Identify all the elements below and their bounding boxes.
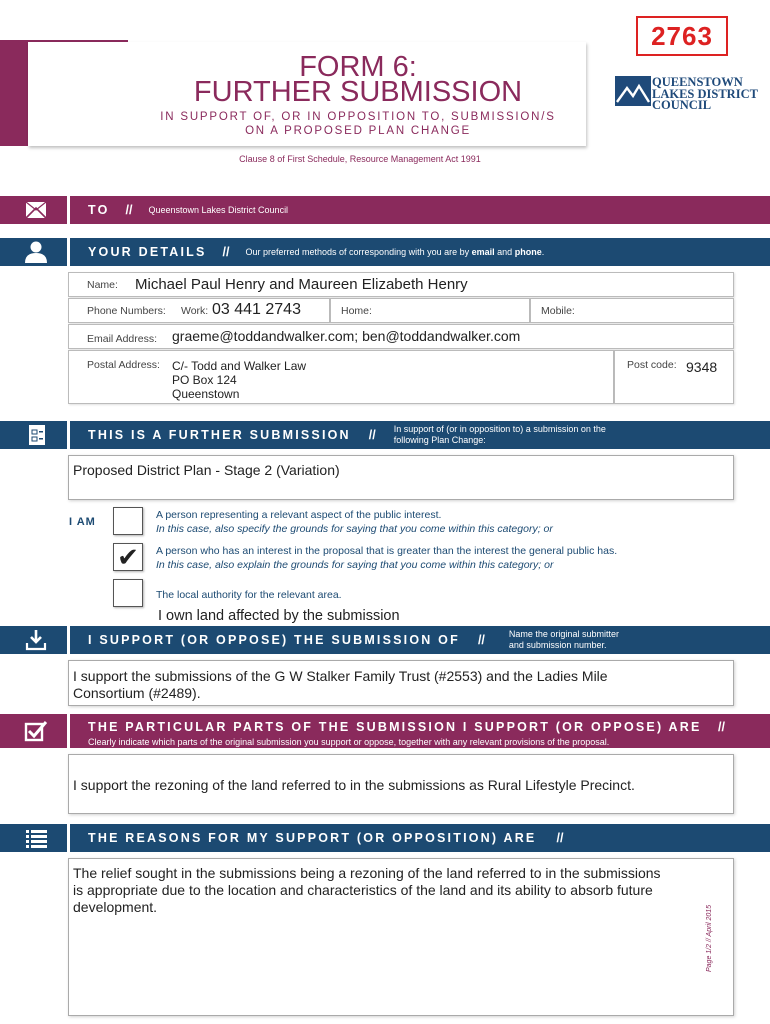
reasons-bar (70, 824, 770, 852)
form-subtitle-line1: IN SUPPORT OF, OR IN OPPOSITION TO, SUBMISSION/S (160, 111, 556, 123)
support-field[interactable] (68, 660, 734, 706)
option-public-interest-text (156, 508, 553, 536)
person-icon (0, 238, 67, 266)
logo-line3: COUNCIL (652, 98, 712, 112)
reasons-label: THE REASONS FOR MY SUPPORT (OR OPPOSITION) ARE (88, 831, 537, 845)
support-label: I SUPPORT (OR OPPOSE) THE SUBMISSION OF (88, 633, 460, 647)
plan-change-value[interactable]: Proposed District Plan - Stage 2 (Variation) (73, 462, 340, 478)
option-local-authority-checkbox[interactable] (113, 579, 143, 607)
reasons-separator: // (556, 831, 564, 845)
details-note-phone: phone (514, 247, 542, 257)
email-value[interactable]: graeme@toddandwalker.com; ben@toddandwalker.com (172, 328, 521, 344)
option2-line2: In this case, also explain the grounds for saying that you come within this category; or (156, 559, 554, 571)
download-icon (0, 626, 67, 654)
reasons-field[interactable] (68, 858, 734, 1016)
support-note (509, 629, 619, 651)
reasons-icon-box (0, 824, 67, 852)
postal-line3: Queenstown (172, 387, 240, 401)
form-subtitle-line2: ON A PROPOSED PLAN CHANGE (245, 125, 471, 137)
postal-label: Postal Address: (87, 359, 160, 371)
mobile-phone-field[interactable] (530, 298, 734, 323)
work-phone-value[interactable]: 03 441 2743 (212, 301, 301, 318)
further-note (394, 424, 606, 446)
option-greater-interest-text (156, 544, 617, 572)
parts-label: THE PARTICULAR PARTS OF THE SUBMISSION I SUPPORT (OR OPPOSE) ARE (88, 720, 702, 734)
option-local-authority-text (156, 588, 342, 602)
postcode-field[interactable] (614, 350, 734, 404)
parts-separator: // (717, 720, 725, 734)
to-value: Queenstown Lakes District Council (148, 205, 289, 215)
details-note-end: . (541, 247, 545, 257)
work-phone-field[interactable] (68, 298, 330, 323)
option-public-interest-checkbox[interactable] (113, 507, 143, 535)
support-icon-box (0, 626, 67, 654)
further-bar (70, 421, 770, 449)
to-icon-box (0, 196, 67, 224)
plan-change-field[interactable] (68, 455, 734, 500)
details-note-and: and (497, 247, 513, 257)
email-field[interactable] (68, 324, 734, 349)
postal-value[interactable] (172, 359, 306, 401)
option3-line1: The local authority for the relevant area. (156, 589, 342, 601)
to-bar (70, 196, 770, 224)
details-note-prefix: Our preferred methods of corresponding with you are by (245, 247, 470, 257)
landowner-note[interactable]: I own land affected by the submission (158, 608, 400, 624)
details-bar (70, 238, 770, 266)
further-note-line1: In support of (or in opposition to) a submission on the (393, 424, 606, 434)
further-icon-box (0, 421, 67, 449)
form-title-line2: FURTHER SUBMISSION (193, 76, 523, 108)
parts-icon-box (0, 714, 67, 748)
postal-line1: C/- Todd and Walker Law (172, 359, 307, 373)
name-label: Name: (87, 279, 118, 291)
phone-numbers-label: Phone Numbers: (87, 305, 166, 317)
option2-line1: A person who has an interest in the proposal that is greater than the interest the general public has. (156, 545, 618, 557)
postal-address-field[interactable] (68, 350, 614, 404)
option1-line1: A person representing a relevant aspect of the public interest. (156, 509, 442, 521)
home-label: Home: (341, 305, 372, 317)
council-logo-mountain-icon (615, 76, 651, 106)
reasons-value-line1[interactable]: The relief sought in the submissions being a rezoning of the land referred to in the submissions (73, 865, 661, 881)
to-separator: // (125, 203, 133, 217)
option1-line2: In this case, also specify the grounds for saying that you come within this category; or (156, 523, 553, 535)
further-note-line2: following Plan Change: (393, 435, 486, 445)
work-label: Work: (181, 305, 209, 317)
reasons-value-line3[interactable]: development. (73, 899, 158, 915)
logo-line2: LAKES DISTRICT (652, 86, 758, 101)
check-mark-icon: ✔ (117, 542, 139, 572)
list-icon (0, 824, 67, 852)
form-number-stamp: 2763 (636, 16, 728, 56)
support-value-line2[interactable]: Consortium (#2489). (73, 685, 201, 701)
support-note-line1: Name the original submitter (508, 629, 619, 639)
mobile-label: Mobile: (541, 305, 575, 317)
name-field[interactable] (68, 272, 734, 297)
option-greater-interest-checkbox[interactable] (113, 543, 143, 571)
support-value-line1[interactable]: I support the submissions of the G W Stalker Family Trust (#2553) and the Ladies Mile (73, 668, 608, 684)
further-label: THIS IS A FURTHER SUBMISSION (88, 428, 351, 442)
details-label: YOUR DETAILS (88, 245, 207, 259)
support-note-line2: and submission number. (508, 640, 607, 650)
council-logo-text (652, 77, 758, 112)
home-phone-field[interactable] (330, 298, 530, 323)
details-note (246, 247, 545, 257)
postcode-value[interactable]: 9348 (686, 359, 718, 375)
email-label: Email Address: (87, 333, 158, 345)
postcode-label: Post code: (627, 359, 677, 371)
details-icon-box (0, 238, 67, 266)
logo-line1: QUEENSTOWN (652, 75, 743, 89)
name-value[interactable]: Michael Paul Henry and Maureen Elizabeth Henry (135, 276, 468, 293)
to-label: TO (88, 203, 110, 217)
postal-line2: PO Box 124 (172, 373, 237, 387)
support-bar (70, 626, 770, 654)
form-title-line1: FORM 6: (299, 51, 417, 83)
details-separator: // (222, 245, 230, 259)
i-am-label: I AM (69, 516, 96, 528)
clause-reference: Clause 8 of First Schedule, Resource Management Act 1991 (239, 154, 481, 164)
parts-bar (70, 714, 770, 748)
checkbox-tick-icon (0, 714, 67, 748)
parts-value[interactable]: I support the rezoning of the land referred to in the submissions as Rural Lifestyle Precinct. (73, 777, 635, 793)
parts-field[interactable] (68, 754, 734, 814)
page-indicator: Page 1/2 // April 2015 (706, 904, 713, 972)
details-note-email: email (471, 247, 495, 257)
further-separator: // (368, 428, 376, 442)
reasons-value-line2[interactable]: is appropriate due to the location and characteristics of the land and its ability to absorb future (73, 882, 653, 898)
parts-note: Clearly indicate which parts of the original submission you support or oppose, together with any relevant provisions of the proposal. (88, 737, 610, 747)
document-check-icon (0, 421, 67, 449)
mail-icon (0, 196, 67, 224)
support-separator: // (477, 633, 485, 647)
